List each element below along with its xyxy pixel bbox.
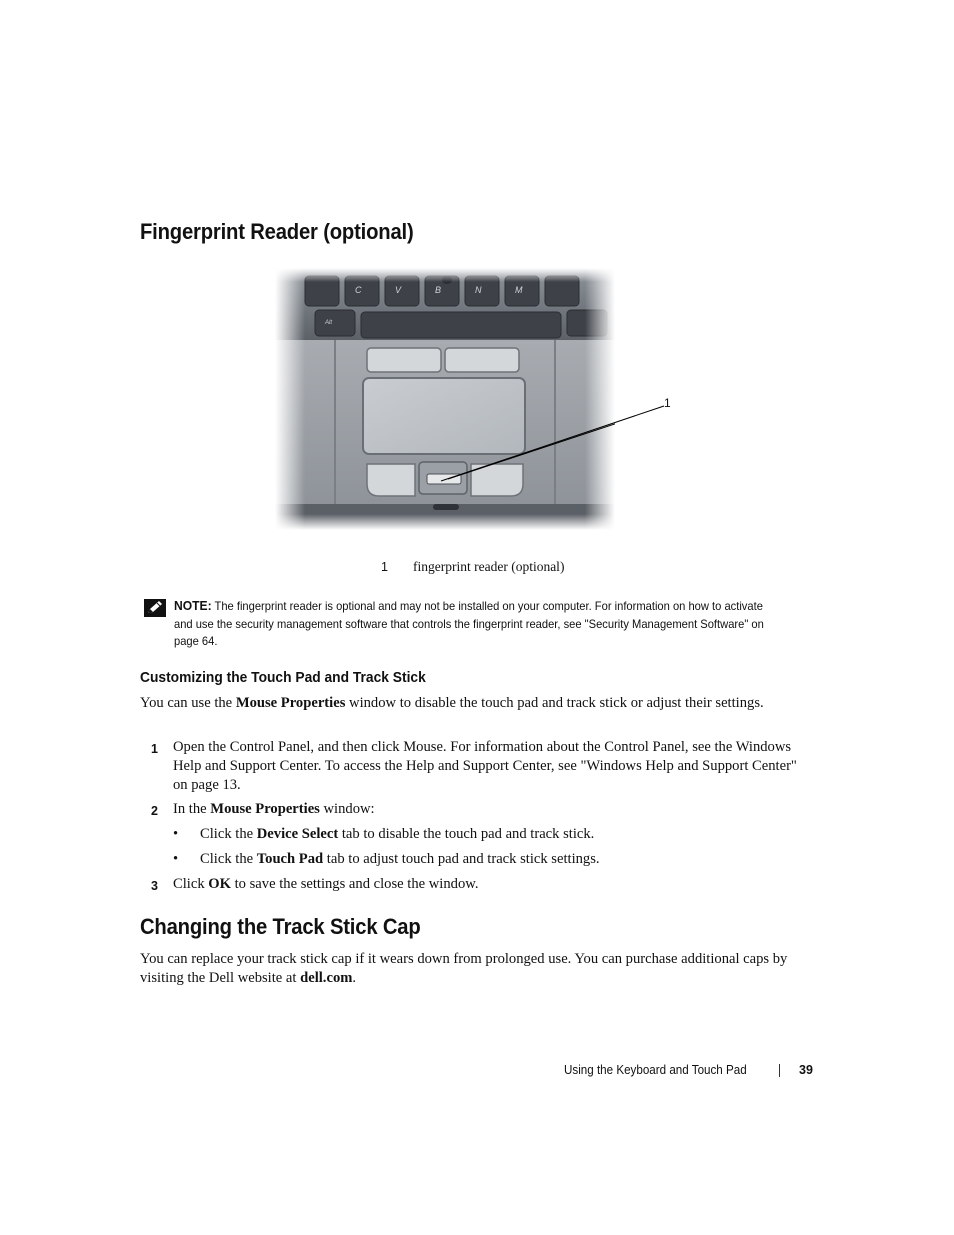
note-text xyxy=(174,597,769,651)
bullet-text-part: tab to disable the touch pad and track stick. xyxy=(338,826,595,842)
step-emphasis: Mouse Properties xyxy=(210,801,320,817)
bullet-emphasis: Device Select xyxy=(256,826,339,842)
customizing-intro xyxy=(140,694,810,713)
step-text-part: In the xyxy=(173,801,211,817)
paragraph-text: You can replace your track stick cap if it wears down from prolonged use. You can purchase additional caps by visiting the Dell website at xyxy=(140,951,788,986)
page-number: 39 xyxy=(799,1063,813,1077)
step-text xyxy=(173,875,813,894)
touchpad-fingerprint-photo xyxy=(275,268,615,530)
step-text-part: Click xyxy=(173,876,209,892)
section-title-track-stick-cap: Changing the Track Stick Cap xyxy=(140,914,421,939)
bullet-text-part: Click the xyxy=(200,826,257,842)
track-stick-right-button xyxy=(445,348,519,372)
bullet-text-part: tab to adjust touch pad and track stick settings. xyxy=(323,851,600,867)
paragraph-text: . xyxy=(352,970,357,986)
legend-text: fingerprint reader (optional) xyxy=(413,559,565,574)
step-text xyxy=(173,800,813,819)
step-text-part: to save the settings and close the window. xyxy=(230,876,479,892)
key-label: C xyxy=(355,285,362,295)
note-pencil-icon xyxy=(144,599,166,617)
bullet-text-part: Click the xyxy=(200,851,257,867)
section-title-customizing-touch-pad: Customizing the Touch Pad and Track Stick xyxy=(140,669,426,686)
bullet-dot: • xyxy=(173,826,179,842)
key-label: N xyxy=(475,285,482,295)
bullet-text xyxy=(200,850,800,869)
legend-number: 1 xyxy=(381,560,388,574)
note-body: The fingerprint reader is optional and may not be installed on your computer. For information on how to activate and use the security management software that controls the fingerprint reader, see "Security Management Software" on page 64. xyxy=(174,599,764,648)
callout-number: 1 xyxy=(664,396,671,410)
track-stick-cap-text xyxy=(140,950,810,988)
key-label: M xyxy=(515,285,523,295)
step-number: 1 xyxy=(151,742,158,756)
track-stick-left-button xyxy=(367,348,441,372)
step-number: 3 xyxy=(151,879,158,893)
note-label: NOTE: xyxy=(174,598,212,613)
key-label: V xyxy=(395,285,402,295)
footer-separator xyxy=(779,1064,780,1077)
callout-leader xyxy=(440,405,665,485)
step-number: 2 xyxy=(151,804,158,818)
bullet-dot: • xyxy=(173,851,179,867)
section-title-fingerprint-reader: Fingerprint Reader (optional) xyxy=(140,219,414,244)
intro-text: You can use the xyxy=(140,695,236,711)
bullet-text xyxy=(200,825,800,844)
intro-emphasis: Mouse Properties xyxy=(235,695,346,711)
touchpad-left-button xyxy=(367,464,415,496)
key-label: B xyxy=(435,285,442,295)
dell-website-link: dell.com xyxy=(300,970,353,986)
step-text-part: window: xyxy=(319,801,375,817)
bullet-emphasis: Touch Pad xyxy=(256,851,324,867)
step-text: Open the Control Panel, and then click Mouse. For information about the Control Panel, see the Windows Help and Support Center. To access the Help and Support Center, see "Windows Help and Support Center" on page 13. xyxy=(173,739,797,793)
step-emphasis: OK xyxy=(208,876,231,892)
key-label: Alt xyxy=(325,320,333,326)
intro-text: window to disable the touch pad and track stick or adjust their settings. xyxy=(345,695,764,711)
footer-chapter-title: Using the Keyboard and Touch Pad xyxy=(564,1063,747,1077)
